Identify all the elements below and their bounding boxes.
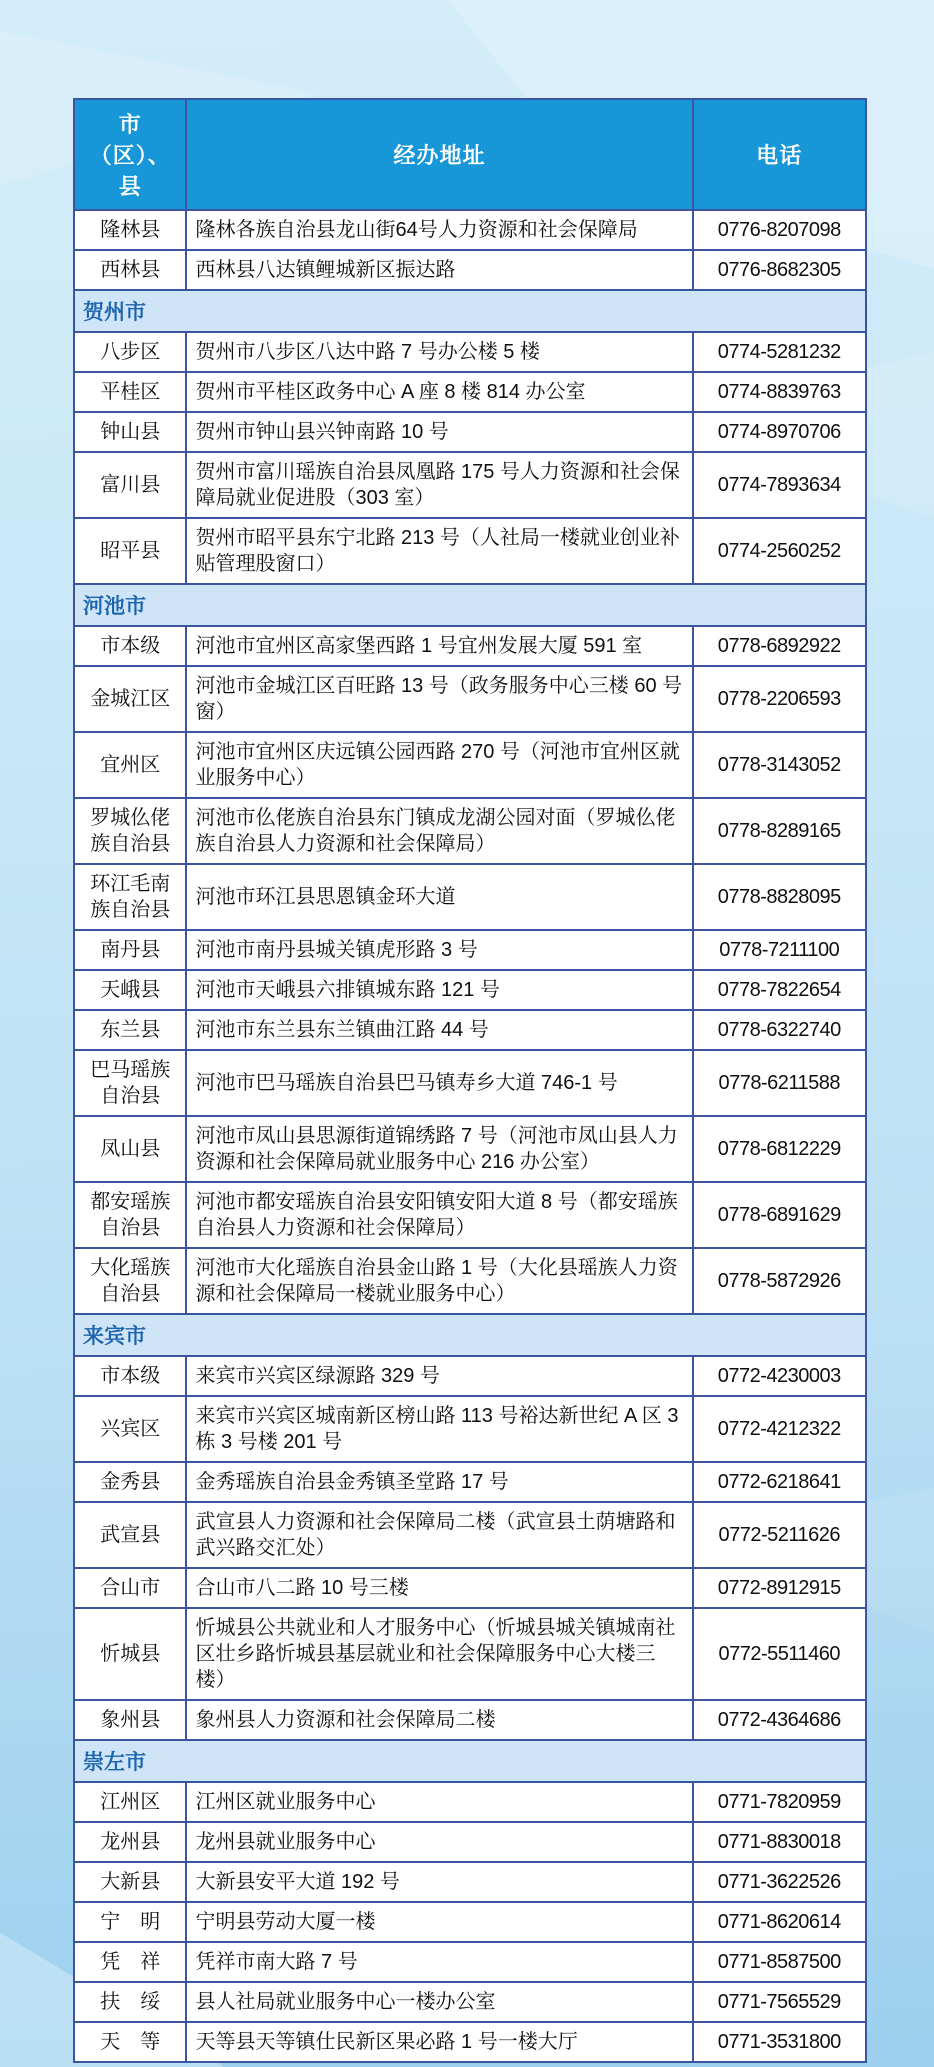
county-cell: 昭平县 xyxy=(74,518,186,584)
table-row xyxy=(74,864,866,930)
table-body xyxy=(74,210,866,2062)
table-row xyxy=(74,412,866,452)
city-section-label: 贺州市 xyxy=(74,290,866,332)
county-cell: 八步区 xyxy=(74,332,186,372)
phone-cell: 0771-8587500 xyxy=(693,1942,866,1982)
county-cell: 大化瑶族自治县 xyxy=(74,1248,186,1314)
address-cell: 河池市宜州区高家堡西路 1 号宜州发展大厦 591 室 xyxy=(186,626,692,666)
county-cell: 龙州县 xyxy=(74,1822,186,1862)
address-cell: 隆林各族自治县龙山街64号人力资源和社会保障局 xyxy=(186,210,692,250)
table-row xyxy=(74,1568,866,1608)
table-row xyxy=(74,452,866,518)
county-cell: 合山市 xyxy=(74,1568,186,1608)
header-phone-column: 电话 xyxy=(693,99,866,210)
table-row xyxy=(74,1182,866,1248)
address-cell: 凭祥市南大路 7 号 xyxy=(186,1942,692,1982)
phone-cell: 0778-7822654 xyxy=(693,970,866,1010)
table-row xyxy=(74,1248,866,1314)
address-cell: 武宣县人力资源和社会保障局二楼（武宣县土荫塘路和武兴路交汇处） xyxy=(186,1502,692,1568)
table-row xyxy=(74,1116,866,1182)
phone-cell: 0778-6211588 xyxy=(693,1050,866,1116)
table-row xyxy=(74,1502,866,1568)
county-cell: 金城江区 xyxy=(74,666,186,732)
address-cell: 象州县人力资源和社会保障局二楼 xyxy=(186,1700,692,1740)
address-cell: 贺州市八步区八达中路 7 号办公楼 5 楼 xyxy=(186,332,692,372)
city-section-label: 河池市 xyxy=(74,584,866,626)
table-row xyxy=(74,1782,866,1822)
table-row xyxy=(74,2022,866,2062)
address-cell: 河池市仫佬族自治县东门镇成龙湖公园对面（罗城仫佬族自治县人力资源和社会保障局） xyxy=(186,798,692,864)
phone-cell: 0772-8912915 xyxy=(693,1568,866,1608)
phone-cell: 0778-8289165 xyxy=(693,798,866,864)
phone-cell: 0778-6891629 xyxy=(693,1182,866,1248)
county-cell: 市本级 xyxy=(74,1356,186,1396)
county-cell: 忻城县 xyxy=(74,1608,186,1700)
address-cell: 河池市东兰县东兰镇曲江路 44 号 xyxy=(186,1010,692,1050)
address-cell: 天等县天等镇仕民新区果必路 1 号一楼大厅 xyxy=(186,2022,692,2062)
address-cell: 江州区就业服务中心 xyxy=(186,1782,692,1822)
table-row xyxy=(74,626,866,666)
address-cell: 西林县八达镇鲤城新区振达路 xyxy=(186,250,692,290)
phone-cell: 0774-8839763 xyxy=(693,372,866,412)
service-contact-table xyxy=(73,98,867,2063)
county-cell: 凤山县 xyxy=(74,1116,186,1182)
phone-cell: 0778-6322740 xyxy=(693,1010,866,1050)
table-row xyxy=(74,1462,866,1502)
table-row xyxy=(74,1608,866,1700)
county-cell: 富川县 xyxy=(74,452,186,518)
address-cell: 河池市环江县思恩镇金环大道 xyxy=(186,864,692,930)
header-region-column: 市（区）、县 xyxy=(74,99,186,210)
county-cell: 凭 祥 xyxy=(74,1942,186,1982)
phone-cell: 0774-7893634 xyxy=(693,452,866,518)
table-row xyxy=(74,1050,866,1116)
phone-cell: 0772-4230003 xyxy=(693,1356,866,1396)
table-row xyxy=(74,1700,866,1740)
city-section-label: 崇左市 xyxy=(74,1740,866,1782)
county-cell: 宜州区 xyxy=(74,732,186,798)
county-cell: 巴马瑶族自治县 xyxy=(74,1050,186,1116)
county-cell: 大新县 xyxy=(74,1862,186,1902)
county-cell: 金秀县 xyxy=(74,1462,186,1502)
phone-cell: 0778-2206593 xyxy=(693,666,866,732)
phone-cell: 0771-8620614 xyxy=(693,1902,866,1942)
phone-cell: 0778-8828095 xyxy=(693,864,866,930)
county-cell: 南丹县 xyxy=(74,930,186,970)
table-row xyxy=(74,372,866,412)
address-cell: 贺州市平桂区政务中心 A 座 8 楼 814 办公室 xyxy=(186,372,692,412)
county-cell: 隆林县 xyxy=(74,210,186,250)
table-row xyxy=(74,1396,866,1462)
phone-cell: 0778-7211100 xyxy=(693,930,866,970)
table-header xyxy=(74,99,866,210)
county-cell: 扶 绥 xyxy=(74,1982,186,2022)
phone-cell: 0771-7565529 xyxy=(693,1982,866,2022)
table-row xyxy=(74,666,866,732)
county-cell: 罗城仫佬族自治县 xyxy=(74,798,186,864)
contact-table xyxy=(73,98,867,2063)
phone-cell: 0778-3143052 xyxy=(693,732,866,798)
county-cell: 兴宾区 xyxy=(74,1396,186,1462)
phone-cell: 0772-4212322 xyxy=(693,1396,866,1462)
table-row xyxy=(74,250,866,290)
table-row xyxy=(74,1010,866,1050)
county-cell: 环江毛南族自治县 xyxy=(74,864,186,930)
address-cell: 大新县安平大道 192 号 xyxy=(186,1862,692,1902)
phone-cell: 0774-5281232 xyxy=(693,332,866,372)
table-row xyxy=(74,798,866,864)
address-cell: 龙州县就业服务中心 xyxy=(186,1822,692,1862)
county-cell: 天峨县 xyxy=(74,970,186,1010)
address-cell: 河池市南丹县城关镇虎形路 3 号 xyxy=(186,930,692,970)
table-row xyxy=(74,970,866,1010)
city-section-label: 来宾市 xyxy=(74,1314,866,1356)
county-cell: 天 等 xyxy=(74,2022,186,2062)
address-cell: 宁明县劳动大厦一楼 xyxy=(186,1902,692,1942)
phone-cell: 0776-8682305 xyxy=(693,250,866,290)
address-cell: 合山市八二路 10 号三楼 xyxy=(186,1568,692,1608)
address-cell: 贺州市钟山县兴钟南路 10 号 xyxy=(186,412,692,452)
city-section-row xyxy=(74,290,866,332)
county-cell: 西林县 xyxy=(74,250,186,290)
phone-cell: 0771-8830018 xyxy=(693,1822,866,1862)
phone-cell: 0772-6218641 xyxy=(693,1462,866,1502)
table-row xyxy=(74,1942,866,1982)
county-cell: 江州区 xyxy=(74,1782,186,1822)
phone-cell: 0774-2560252 xyxy=(693,518,866,584)
address-cell: 河池市大化瑶族自治县金山路 1 号（大化县瑶族人力资源和社会保障局一楼就业服务中心） xyxy=(186,1248,692,1314)
address-cell: 金秀瑶族自治县金秀镇圣堂路 17 号 xyxy=(186,1462,692,1502)
phone-cell: 0778-6892922 xyxy=(693,626,866,666)
address-cell: 河池市宜州区庆远镇公园西路 270 号（河池市宜州区就业服务中心） xyxy=(186,732,692,798)
county-cell: 都安瑶族自治县 xyxy=(74,1182,186,1248)
phone-cell: 0774-8970706 xyxy=(693,412,866,452)
phone-cell: 0772-5511460 xyxy=(693,1608,866,1700)
table-row xyxy=(74,1356,866,1396)
phone-cell: 0771-7820959 xyxy=(693,1782,866,1822)
header-address-column: 经办地址 xyxy=(186,99,692,210)
county-cell: 武宣县 xyxy=(74,1502,186,1568)
address-cell: 来宾市兴宾区城南新区榜山路 113 号裕达新世纪 A 区 3 栋 3 号楼 201 号 xyxy=(186,1396,692,1462)
county-cell: 东兰县 xyxy=(74,1010,186,1050)
address-cell: 来宾市兴宾区绿源路 329 号 xyxy=(186,1356,692,1396)
table-row xyxy=(74,930,866,970)
address-cell: 忻城县公共就业和人才服务中心（忻城县城关镇城南社区壮乡路忻城县基层就业和社会保障服务中心大楼三楼） xyxy=(186,1608,692,1700)
county-cell: 象州县 xyxy=(74,1700,186,1740)
table-row xyxy=(74,210,866,250)
city-section-row xyxy=(74,1314,866,1356)
address-cell: 河池市天峨县六排镇城东路 121 号 xyxy=(186,970,692,1010)
county-cell: 宁 明 xyxy=(74,1902,186,1942)
table-row xyxy=(74,1982,866,2022)
county-cell: 平桂区 xyxy=(74,372,186,412)
phone-cell: 0771-3622526 xyxy=(693,1862,866,1902)
phone-cell: 0772-4364686 xyxy=(693,1700,866,1740)
table-row xyxy=(74,518,866,584)
table-row xyxy=(74,1862,866,1902)
address-cell: 河池市凤山县思源街道锦绣路 7 号（河池市凤山县人力资源和社会保障局就业服务中心 216 办公室） xyxy=(186,1116,692,1182)
address-cell: 河池市金城江区百旺路 13 号（政务服务中心三楼 60 号窗） xyxy=(186,666,692,732)
phone-cell: 0778-6812229 xyxy=(693,1116,866,1182)
table-row xyxy=(74,1822,866,1862)
address-cell: 县人社局就业服务中心一楼办公室 xyxy=(186,1982,692,2022)
table-row xyxy=(74,732,866,798)
address-cell: 河池市都安瑶族自治县安阳镇安阳大道 8 号（都安瑶族自治县人力资源和社会保障局） xyxy=(186,1182,692,1248)
city-section-row xyxy=(74,1740,866,1782)
phone-cell: 0776-8207098 xyxy=(693,210,866,250)
county-cell: 市本级 xyxy=(74,626,186,666)
address-cell: 贺州市昭平县东宁北路 213 号（人社局一楼就业创业补贴管理股窗口） xyxy=(186,518,692,584)
address-cell: 河池市巴马瑶族自治县巴马镇寿乡大道 746-1 号 xyxy=(186,1050,692,1116)
phone-cell: 0778-5872926 xyxy=(693,1248,866,1314)
address-cell: 贺州市富川瑶族自治县凤凰路 175 号人力资源和社会保障局就业促进股（303 室） xyxy=(186,452,692,518)
phone-cell: 0771-3531800 xyxy=(693,2022,866,2062)
table-row xyxy=(74,332,866,372)
table-row xyxy=(74,1902,866,1942)
city-section-row xyxy=(74,584,866,626)
county-cell: 钟山县 xyxy=(74,412,186,452)
phone-cell: 0772-5211626 xyxy=(693,1502,866,1568)
